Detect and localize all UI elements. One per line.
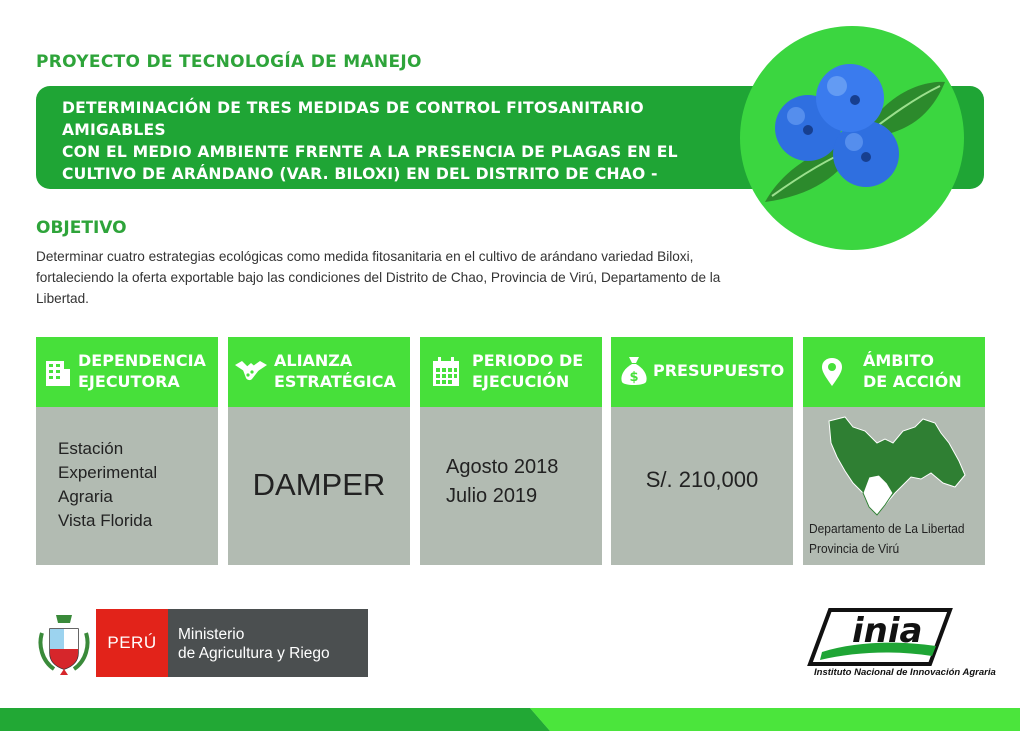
card-header bbox=[420, 337, 602, 407]
peru-brand bbox=[96, 609, 168, 677]
inia-logo bbox=[804, 606, 954, 668]
card-dependencia bbox=[36, 337, 218, 565]
card-title-line: DE ACCIÓN bbox=[863, 372, 962, 391]
card-title-line: ESTRATÉGICA bbox=[274, 372, 396, 391]
card-value-line: Agosto 2018 bbox=[446, 456, 559, 478]
ministry-line: de Agricultura y Riego bbox=[178, 645, 330, 662]
card-presupuesto bbox=[611, 337, 793, 565]
card-value-line: Departamento de La Libertad bbox=[809, 521, 965, 536]
card-value bbox=[809, 519, 984, 559]
card-periodo bbox=[420, 337, 602, 565]
objective-line: Determinar cuatro estrategias ecológicas como medida fitosanitaria en el cultivo de arándano variedad Biloxi, bbox=[36, 249, 694, 264]
card-title bbox=[863, 350, 1001, 392]
card-title-line: PERIODO DE bbox=[472, 351, 584, 370]
region-map-icon bbox=[823, 413, 973, 517]
card-title bbox=[472, 350, 610, 392]
calendar-icon bbox=[432, 357, 460, 387]
card-body bbox=[228, 407, 410, 565]
card-header bbox=[228, 337, 410, 407]
card-value: S/. 210,000 bbox=[645, 467, 759, 492]
card-value-line: Experimental bbox=[58, 463, 158, 482]
card-title-line: DEPENDENCIA bbox=[78, 351, 206, 370]
svg-text:inia: inia bbox=[852, 611, 923, 651]
handshake-icon bbox=[234, 357, 268, 385]
card-value-line: Julio 2019 bbox=[446, 485, 538, 507]
project-title-line: CON EL MEDIO AMBIENTE FRENTE A LA PRESENCIA DE PLAGAS EN EL bbox=[62, 143, 678, 161]
card-value-line: Vista Florida bbox=[58, 511, 153, 530]
peru-coat-of-arms-icon bbox=[36, 609, 92, 677]
project-title-line: DEPARTAMENTO DE LA LIBERTAD. bbox=[62, 187, 362, 205]
card-title-line: EJECUTORA bbox=[78, 372, 180, 391]
ministry-brand bbox=[168, 609, 368, 677]
blueberry-illustration bbox=[740, 26, 964, 250]
objective-line: fortaleciendo la oferta exportable bajo las condiciones del Distrito de Chao, Provincia de Virú, Departamento de la bbox=[36, 270, 721, 285]
peru-label: PERÚ bbox=[107, 633, 157, 652]
card-alianza bbox=[228, 337, 410, 565]
card-body bbox=[420, 407, 602, 565]
building-icon bbox=[44, 357, 72, 387]
objective-line: Libertad. bbox=[36, 291, 89, 306]
map-pin-icon bbox=[821, 357, 843, 387]
card-value bbox=[58, 437, 208, 533]
inia-name: Instituto Nacional de Innovación Agraria bbox=[814, 667, 996, 678]
card-header bbox=[36, 337, 218, 407]
ministry-line: Ministerio bbox=[178, 626, 245, 643]
card-value-line: Estación bbox=[58, 439, 124, 458]
card-title-line: ALIANZA bbox=[274, 351, 353, 370]
card-body bbox=[611, 407, 793, 565]
card-value bbox=[446, 453, 558, 511]
card-title bbox=[78, 350, 216, 392]
blueberry-icon bbox=[740, 26, 964, 250]
bottom-stripe bbox=[0, 708, 1020, 731]
card-title-line: ÁMBITO bbox=[863, 351, 934, 370]
card-header bbox=[611, 337, 793, 407]
project-title bbox=[62, 97, 724, 207]
project-title-line: DETERMINACIÓN DE TRES MEDIDAS DE CONTROL FITOSANITARIO AMIGABLES bbox=[62, 99, 644, 139]
card-title-line: EJECUCIÓN bbox=[472, 372, 570, 391]
svg-text:$: $ bbox=[629, 370, 639, 385]
card-value-line: Agraria bbox=[58, 487, 113, 506]
card-value: DAMPER bbox=[252, 467, 386, 502]
card-title bbox=[653, 360, 791, 381]
money-bag-icon bbox=[619, 355, 649, 387]
objective-heading: OBJETIVO bbox=[36, 218, 127, 238]
card-value-line: Provincia de Virú bbox=[809, 541, 900, 556]
card-header bbox=[803, 337, 985, 407]
project-label: PROYECTO DE TECNOLOGÍA DE MANEJO bbox=[36, 52, 422, 72]
project-title-line: CULTIVO DE ARÁNDANO (VAR. BILOXI) EN DEL DISTRITO DE CHAO - bbox=[62, 165, 658, 183]
card-body bbox=[36, 407, 218, 565]
card-ambito bbox=[803, 337, 985, 565]
card-body bbox=[803, 407, 985, 565]
objective-text bbox=[36, 246, 756, 309]
card-title-line: PRESUPUESTO bbox=[653, 361, 785, 380]
card-title bbox=[274, 350, 412, 392]
